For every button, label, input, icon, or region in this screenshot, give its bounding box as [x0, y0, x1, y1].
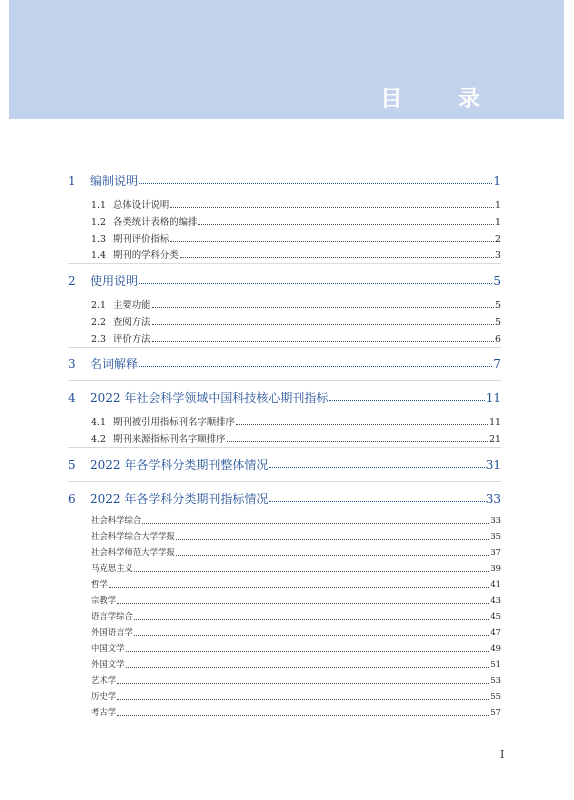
toc-subject-item[interactable]: [91, 514, 501, 526]
toc-title: 查阅方法: [113, 317, 151, 328]
toc-section-2-2[interactable]: [91, 314, 501, 328]
toc-title: 总体设计说明: [113, 200, 170, 211]
dot-leader: [269, 467, 484, 468]
toc-chapter-6[interactable]: [68, 490, 501, 507]
toc-page: 21: [489, 434, 501, 445]
toc-title: 编制说明: [90, 174, 139, 188]
toc-subject-item[interactable]: [91, 578, 501, 590]
toc-title: 宗教学: [91, 595, 117, 605]
page-title: 目 录: [380, 86, 504, 112]
toc-title: 名词解释: [90, 357, 139, 371]
toc-page: 47: [490, 627, 501, 637]
toc-title: 社会科学综合: [91, 515, 142, 525]
toc-page: 55: [490, 691, 501, 701]
toc-number: 1.1: [91, 200, 106, 211]
toc-number: 4.1: [91, 417, 106, 428]
dot-leader: [227, 441, 489, 442]
dot-leader: [126, 667, 490, 668]
dot-leader: [176, 539, 490, 540]
toc-subject-item[interactable]: [91, 658, 501, 670]
toc-subject-item[interactable]: [91, 674, 501, 686]
toc-page: 11: [485, 391, 501, 405]
dot-leader: [152, 341, 495, 342]
toc-subject-item[interactable]: [91, 706, 501, 718]
toc-page: 5: [495, 300, 501, 311]
toc-page: 45: [490, 611, 501, 621]
toc-title: 社会科学综合大学学报: [91, 531, 175, 541]
toc-page: 2: [495, 234, 501, 245]
toc-title: 期刊被引用指标刊名字顺排序: [113, 417, 235, 428]
toc-subject-item[interactable]: [91, 562, 501, 574]
toc-page: 33: [485, 492, 501, 506]
dot-leader: [236, 424, 488, 425]
toc-section-1-1[interactable]: [91, 197, 501, 211]
toc-title: 主要功能: [113, 300, 151, 311]
toc-subject-item[interactable]: [91, 626, 501, 638]
dot-leader: [117, 603, 489, 604]
dot-leader: [126, 651, 490, 652]
toc-chapter-5[interactable]: [68, 456, 501, 473]
toc-title: 外国语言学: [91, 627, 133, 637]
toc-page: 6: [495, 334, 501, 345]
toc-title: 期刊来源指标刊名字顺排序: [113, 434, 226, 445]
toc-page: 43: [490, 595, 501, 605]
toc-page: 41: [490, 579, 501, 589]
toc-number: 1.3: [91, 234, 106, 245]
toc-page: 53: [490, 675, 501, 685]
dot-leader: [117, 699, 489, 700]
dot-leader: [152, 307, 495, 308]
dot-leader: [170, 207, 494, 208]
toc-chapter-4[interactable]: [68, 389, 501, 406]
dot-leader: [139, 366, 492, 367]
section-divider: [68, 347, 501, 348]
dot-leader: [109, 587, 490, 588]
toc-title: 考古学: [91, 707, 117, 717]
toc-section-1-3[interactable]: [91, 231, 501, 245]
toc-number: 4.2: [91, 434, 106, 445]
dot-leader: [134, 635, 489, 636]
toc-number: 1.2: [91, 217, 106, 228]
dot-leader: [329, 400, 484, 401]
toc-title: 历史学: [91, 691, 117, 701]
toc-page: 1: [493, 174, 501, 188]
toc-title: 期刊的学科分类: [113, 250, 179, 261]
toc-page: 51: [490, 659, 501, 669]
toc-page: 1: [495, 217, 501, 228]
toc-title: 使用说明: [90, 274, 139, 288]
toc-chapter-1[interactable]: [68, 172, 501, 189]
toc-title: 中国文学: [91, 643, 125, 653]
toc-title: 2022 年社会科学领域中国科技核心期刊指标: [90, 391, 329, 405]
toc-title: 艺术学: [91, 675, 117, 685]
toc-page: 39: [490, 563, 501, 573]
toc-title: 语言学综合: [91, 611, 133, 621]
toc-title: 马克思主义: [91, 563, 133, 573]
dot-leader: [176, 555, 490, 556]
toc-page: 1: [495, 200, 501, 211]
toc-subject-item[interactable]: [91, 690, 501, 702]
dot-leader: [180, 257, 494, 258]
toc-chapter-2[interactable]: [68, 272, 501, 289]
toc-section-4-2[interactable]: [91, 431, 501, 445]
toc-title: 2022 年各学科分类期刊整体情况: [90, 458, 269, 472]
toc-page: 7: [493, 357, 501, 371]
dot-leader: [117, 715, 489, 716]
toc-section-1-2[interactable]: [91, 214, 501, 228]
dot-leader: [198, 224, 494, 225]
toc-number: 3: [68, 357, 76, 371]
section-divider: [68, 481, 501, 482]
toc-subject-item[interactable]: [91, 594, 501, 606]
toc-title: 外国文学: [91, 659, 125, 669]
toc-number: 5: [68, 458, 76, 472]
toc-number: 4: [68, 391, 76, 405]
toc-number: 2: [68, 274, 76, 288]
section-divider: [68, 263, 501, 264]
toc-subject-item[interactable]: [91, 546, 501, 558]
toc-number: 1.4: [91, 250, 106, 261]
dot-leader: [139, 183, 492, 184]
toc-page: 33: [490, 515, 501, 525]
dot-leader: [117, 683, 489, 684]
toc-title: 评价方法: [113, 334, 151, 345]
toc-page: 3: [495, 250, 501, 261]
toc-subject-item[interactable]: [91, 530, 501, 542]
toc-title: 哲学: [91, 579, 108, 589]
section-divider: [68, 380, 501, 381]
toc-subject-item[interactable]: [91, 610, 501, 622]
toc-number: 6: [68, 492, 76, 506]
toc-section-1-4[interactable]: [91, 247, 501, 261]
dot-leader: [134, 619, 489, 620]
toc-number: 2.1: [91, 300, 106, 311]
toc-page: 5: [493, 274, 501, 288]
toc-page: 5: [495, 317, 501, 328]
toc-page: 35: [490, 531, 501, 541]
toc-subject-item[interactable]: [91, 642, 501, 654]
toc-number: 2.3: [91, 334, 106, 345]
dot-leader: [170, 241, 494, 242]
toc-chapter-3[interactable]: [68, 355, 501, 372]
toc-section-4-1[interactable]: [91, 414, 501, 428]
toc-title: 2022 年各学科分类期刊指标情况: [90, 492, 269, 506]
dot-leader: [152, 324, 495, 325]
dot-leader: [142, 523, 489, 524]
toc-page: 31: [485, 458, 501, 472]
toc-number: 1: [68, 174, 76, 188]
toc-title: 期刊评价指标: [113, 234, 170, 245]
toc-page: 37: [490, 547, 501, 557]
toc-title: 社会科学师范大学学报: [91, 547, 175, 557]
section-divider: [68, 447, 501, 448]
toc-section-2-1[interactable]: [91, 297, 501, 311]
dot-leader: [139, 283, 492, 284]
toc-page: 49: [490, 643, 501, 653]
page-number: I: [500, 748, 505, 761]
toc-title: 各类统计表格的编排: [113, 217, 198, 228]
toc-page: 57: [490, 707, 501, 717]
dot-leader: [134, 571, 489, 572]
toc-page: 11: [489, 417, 501, 428]
toc-number: 2.2: [91, 317, 106, 328]
dot-leader: [269, 501, 484, 502]
toc-section-2-3[interactable]: [91, 331, 501, 345]
